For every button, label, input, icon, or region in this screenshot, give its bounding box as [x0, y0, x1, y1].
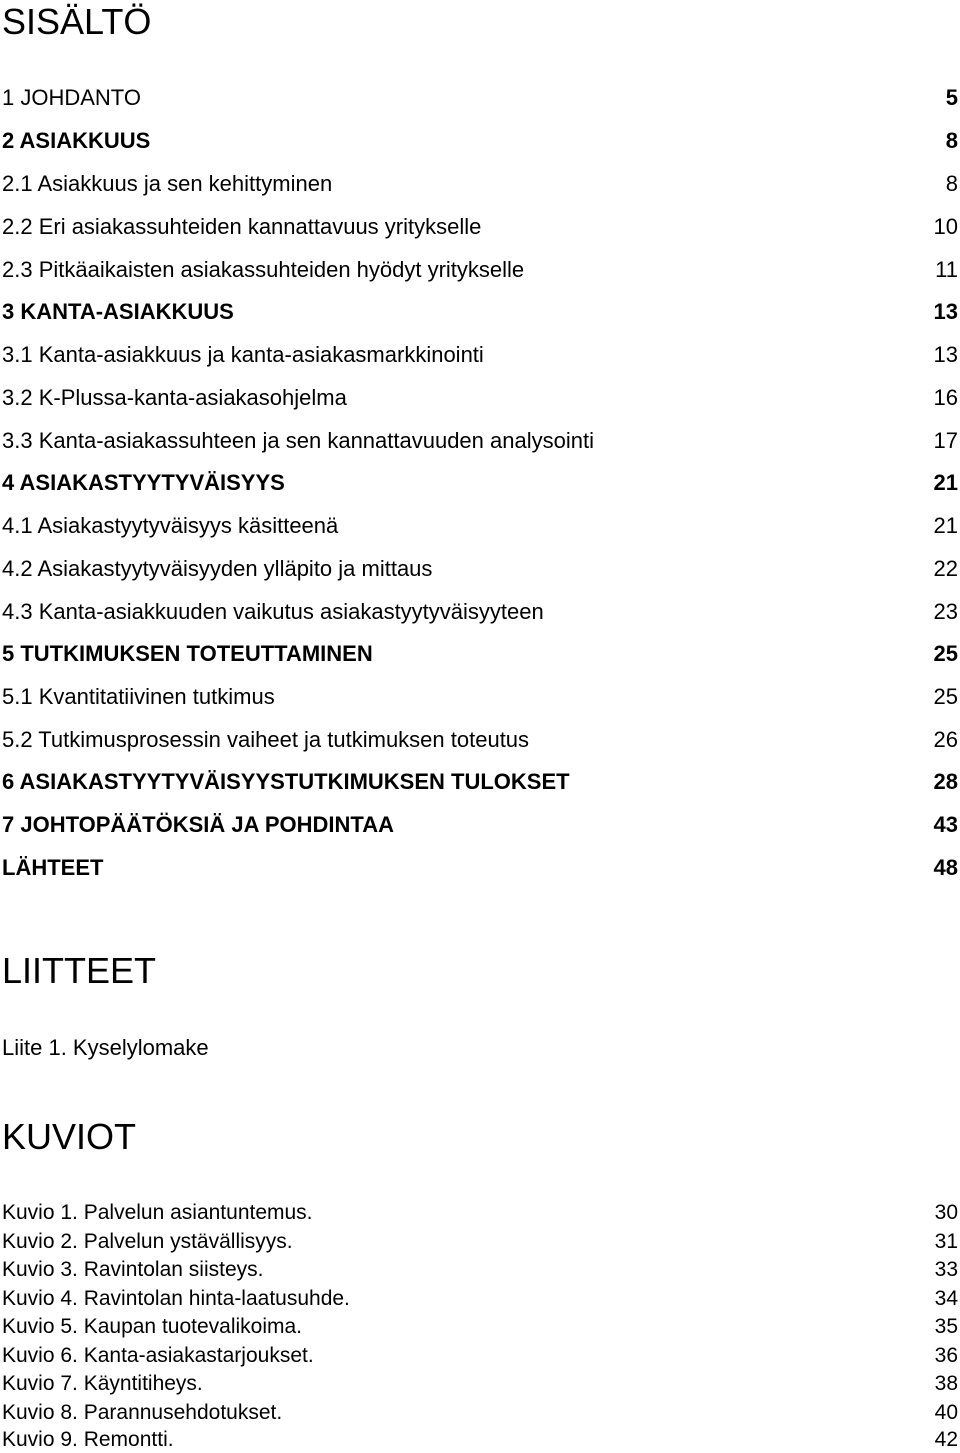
toc-entry-page: 25: [933, 641, 958, 666]
toc-entry-page: 21: [933, 513, 958, 538]
figure-entry: [2, 1400, 958, 1426]
toc-entry: [2, 597, 958, 627]
toc-entry: [2, 297, 958, 327]
figure-entry-page: 33: [934, 1258, 958, 1281]
figure-entry: [2, 1229, 958, 1255]
toc-entry-page: 26: [933, 727, 958, 752]
toc-entry-label: 3 KANTA-ASIAKKUUS: [2, 299, 234, 324]
toc-entry-page: 8: [945, 128, 958, 153]
appendices-heading: LIITTEET: [2, 950, 157, 991]
toc-entry: [2, 426, 958, 456]
toc-entry-label: 2.2 Eri asiakassuhteiden kannattavuus yritykselle: [2, 214, 482, 239]
toc-entry-label: 2 ASIAKKUUS: [2, 128, 151, 153]
toc-entry-label: 3.3 Kanta-asiakassuhteen ja sen kannattavuuden analysointi: [2, 428, 594, 453]
figure-entry: [2, 1200, 958, 1226]
figure-entry: [2, 1343, 958, 1369]
figure-entry-label: Kuvio 2. Palvelun ystävällisyys.: [2, 1230, 293, 1253]
figure-entry: [2, 1314, 958, 1340]
figure-entry-page: 35: [934, 1315, 958, 1338]
toc-entry-label: 5.2 Tutkimusprosessin vaiheet ja tutkimuksen toteutus: [2, 727, 530, 752]
toc-entry-label: 5.1 Kvantitatiivinen tutkimus: [2, 684, 275, 709]
toc-entry: [2, 169, 958, 199]
figure-entry: [2, 1286, 958, 1312]
appendix-item: Liite 1. Kyselylomake: [2, 1035, 209, 1060]
figure-entry-label: Kuvio 9. Remontti.: [2, 1428, 174, 1451]
toc-entry-page: 13: [933, 299, 958, 324]
toc-entry: [2, 126, 958, 156]
toc-entry-label: 1 JOHDANTO: [2, 85, 141, 110]
figure-entry-page: 36: [934, 1344, 958, 1367]
toc-entry-page: 28: [933, 769, 958, 794]
contents-heading: SISÄLTÖ: [2, 1, 152, 42]
toc-entry: [2, 468, 958, 498]
figure-entry-page: 34: [934, 1287, 958, 1310]
toc-entry-page: 43: [933, 812, 958, 837]
toc-entry-page: 5: [945, 85, 958, 110]
toc-entry-page: 8: [945, 171, 958, 196]
figure-entry-label: Kuvio 4. Ravintolan hinta-laatusuhde.: [2, 1287, 350, 1310]
toc-entry: [2, 853, 958, 883]
figure-entry: [2, 1257, 958, 1283]
toc-entry: [2, 383, 958, 413]
toc-entry-page: 16: [933, 385, 958, 410]
toc-entry-page: 11: [935, 257, 958, 282]
toc-entry: [2, 554, 958, 584]
toc-entry-label: 6 ASIAKASTYYTYVÄISYYSTUTKIMUKSEN TULOKSET: [2, 769, 570, 794]
toc-entry: [2, 810, 958, 840]
toc-entry-label: 5 TUTKIMUKSEN TOTEUTTAMINEN: [2, 641, 373, 666]
toc-entry-page: 23: [933, 599, 958, 624]
toc-entry-page: 22: [933, 556, 958, 581]
toc-entry-label: 4.3 Kanta-asiakkuuden vaikutus asiakastyytyväisyyteen: [2, 599, 544, 624]
figure-entry-page: 31: [934, 1230, 958, 1253]
toc-entry: [2, 340, 958, 370]
toc-entry: [2, 511, 958, 541]
toc-entry-page: 17: [933, 428, 958, 453]
toc-entry-label: 2.1 Asiakkuus ja sen kehittyminen: [2, 171, 333, 196]
toc-entry-label: 4 ASIAKASTYYTYVÄISYYS: [2, 470, 285, 495]
figure-entry-page: 30: [934, 1201, 958, 1224]
toc-entry: [2, 255, 958, 285]
figure-entry-label: Kuvio 5. Kaupan tuotevalikoima.: [2, 1315, 303, 1338]
toc-entry: [2, 767, 958, 797]
figure-entry: [2, 1427, 958, 1453]
toc-entry-label: 3.2 K-Plussa-kanta-asiakasohjelma: [2, 385, 347, 410]
toc-entry-page: 10: [933, 214, 958, 239]
toc-entry-label: 2.3 Pitkäaikaisten asiakassuhteiden hyödyt yritykselle: [2, 257, 525, 282]
figure-entry-page: 40: [934, 1401, 958, 1424]
figure-entry-page: 42: [934, 1428, 958, 1451]
toc-entry: [2, 212, 958, 242]
toc-entry-label: 7 JOHTOPÄÄTÖKSIÄ JA POHDINTAA: [2, 812, 394, 837]
toc-entry-label: 4.1 Asiakastyytyväisyys käsitteenä: [2, 513, 339, 538]
toc-entry: [2, 639, 958, 669]
figure-entry-label: Kuvio 1. Palvelun asiantuntemus.: [2, 1201, 313, 1224]
figure-entry-label: Kuvio 3. Ravintolan siisteys.: [2, 1258, 264, 1281]
figure-entry-label: Kuvio 6. Kanta-asiakastarjoukset.: [2, 1344, 314, 1367]
figure-entry-label: Kuvio 7. Käyntitiheys.: [2, 1372, 203, 1395]
toc-entry-label: 3.1 Kanta-asiakkuus ja kanta-asiakasmarkkinointi: [2, 342, 484, 367]
figure-entry-label: Kuvio 8. Parannusehdotukset.: [2, 1401, 283, 1424]
toc-entry-label: 4.2 Asiakastyytyväisyyden ylläpito ja mittaus: [2, 556, 433, 581]
toc-entry-page: 48: [933, 855, 958, 880]
figure-entry-page: 38: [934, 1372, 958, 1395]
toc-entry: [2, 682, 958, 712]
toc-entry-page: 21: [933, 470, 958, 495]
toc-entry: [2, 725, 958, 755]
toc-entry: [2, 83, 958, 113]
toc-entry-label: LÄHTEET: [2, 855, 104, 880]
figures-heading: KUVIOT: [2, 1116, 137, 1157]
toc-entry-page: 13: [933, 342, 958, 367]
toc-entry-page: 25: [933, 684, 958, 709]
figure-entry: [2, 1371, 958, 1397]
